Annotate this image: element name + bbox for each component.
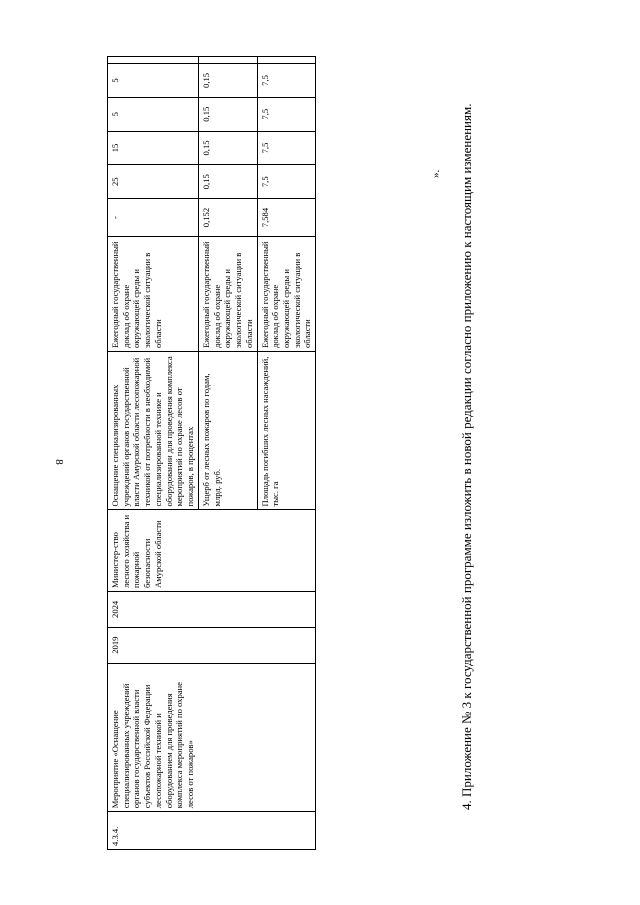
base-value: 0,152 <box>198 199 257 237</box>
end-year: 2024 <box>108 591 316 627</box>
value-1: 25 <box>108 165 199 199</box>
value-1: 7,5 <box>257 165 316 199</box>
value-4: 7,5 <box>257 64 316 98</box>
value-2: 15 <box>108 131 199 165</box>
closing-quote: ». <box>430 169 442 178</box>
activity-name: Мероприятие «Оснащение специализированных учреждений органов государственной власти субъектов Российской Федерации лесопожарной техникой и оборудованием для проведения комплекса мероприятий по охране лесов от пожаров» <box>108 663 316 812</box>
value-5 <box>198 57 257 64</box>
value-3: 5 <box>108 97 199 131</box>
value-2: 0,15 <box>198 131 257 165</box>
start-year: 2019 <box>108 627 316 663</box>
table-row <box>108 57 199 850</box>
indicator-name: Площадь погибших лесных насаждений, тыс. га <box>257 351 316 510</box>
value-4: 0,15 <box>198 64 257 98</box>
data-source: Ежегодный государственный доклад об охране окружающей среды и экологической ситуации в области <box>198 236 257 351</box>
data-source: Ежегодный государственный доклад об охране окружающей среды и экологической ситуации в области <box>108 236 199 351</box>
value-5 <box>257 57 316 64</box>
value-2: 7,5 <box>257 131 316 165</box>
indicators-table <box>107 56 316 850</box>
indicator-name: Ущерб от лесных пожаров по годам, млрд. руб. <box>198 351 257 510</box>
indicator-name: Оснащение специализированных учреждений органов государственной власти Амурской области лесопожарной техникой от потребности в необходимой специализированной технике и оборудовании для проведения комплекса мероприятий по охране лесов от пожаров, в процентах <box>108 351 199 510</box>
page-number: 8 <box>52 459 65 465</box>
value-3: 0,15 <box>198 97 257 131</box>
value-4: 5 <box>108 64 199 98</box>
row-number: 4.3.4. <box>108 812 316 850</box>
executor: Министер-ство лесного хозяйства и пожарной безопасности Амурской области <box>108 510 316 591</box>
base-value: - <box>108 199 199 237</box>
value-1: 0,15 <box>198 165 257 199</box>
value-3: 7,5 <box>257 97 316 131</box>
data-source: Ежегодный государственный доклад об охране окружающей среды и экологической ситуации в области <box>257 236 316 351</box>
rotated-page-content <box>97 50 527 850</box>
base-value: 7,584 <box>257 199 316 237</box>
amendment-note: 4. Приложение № 3 к государственной программе изложить в новой редакции согласно приложению к настоящим изменениям. <box>459 103 474 810</box>
value-5 <box>108 57 199 64</box>
